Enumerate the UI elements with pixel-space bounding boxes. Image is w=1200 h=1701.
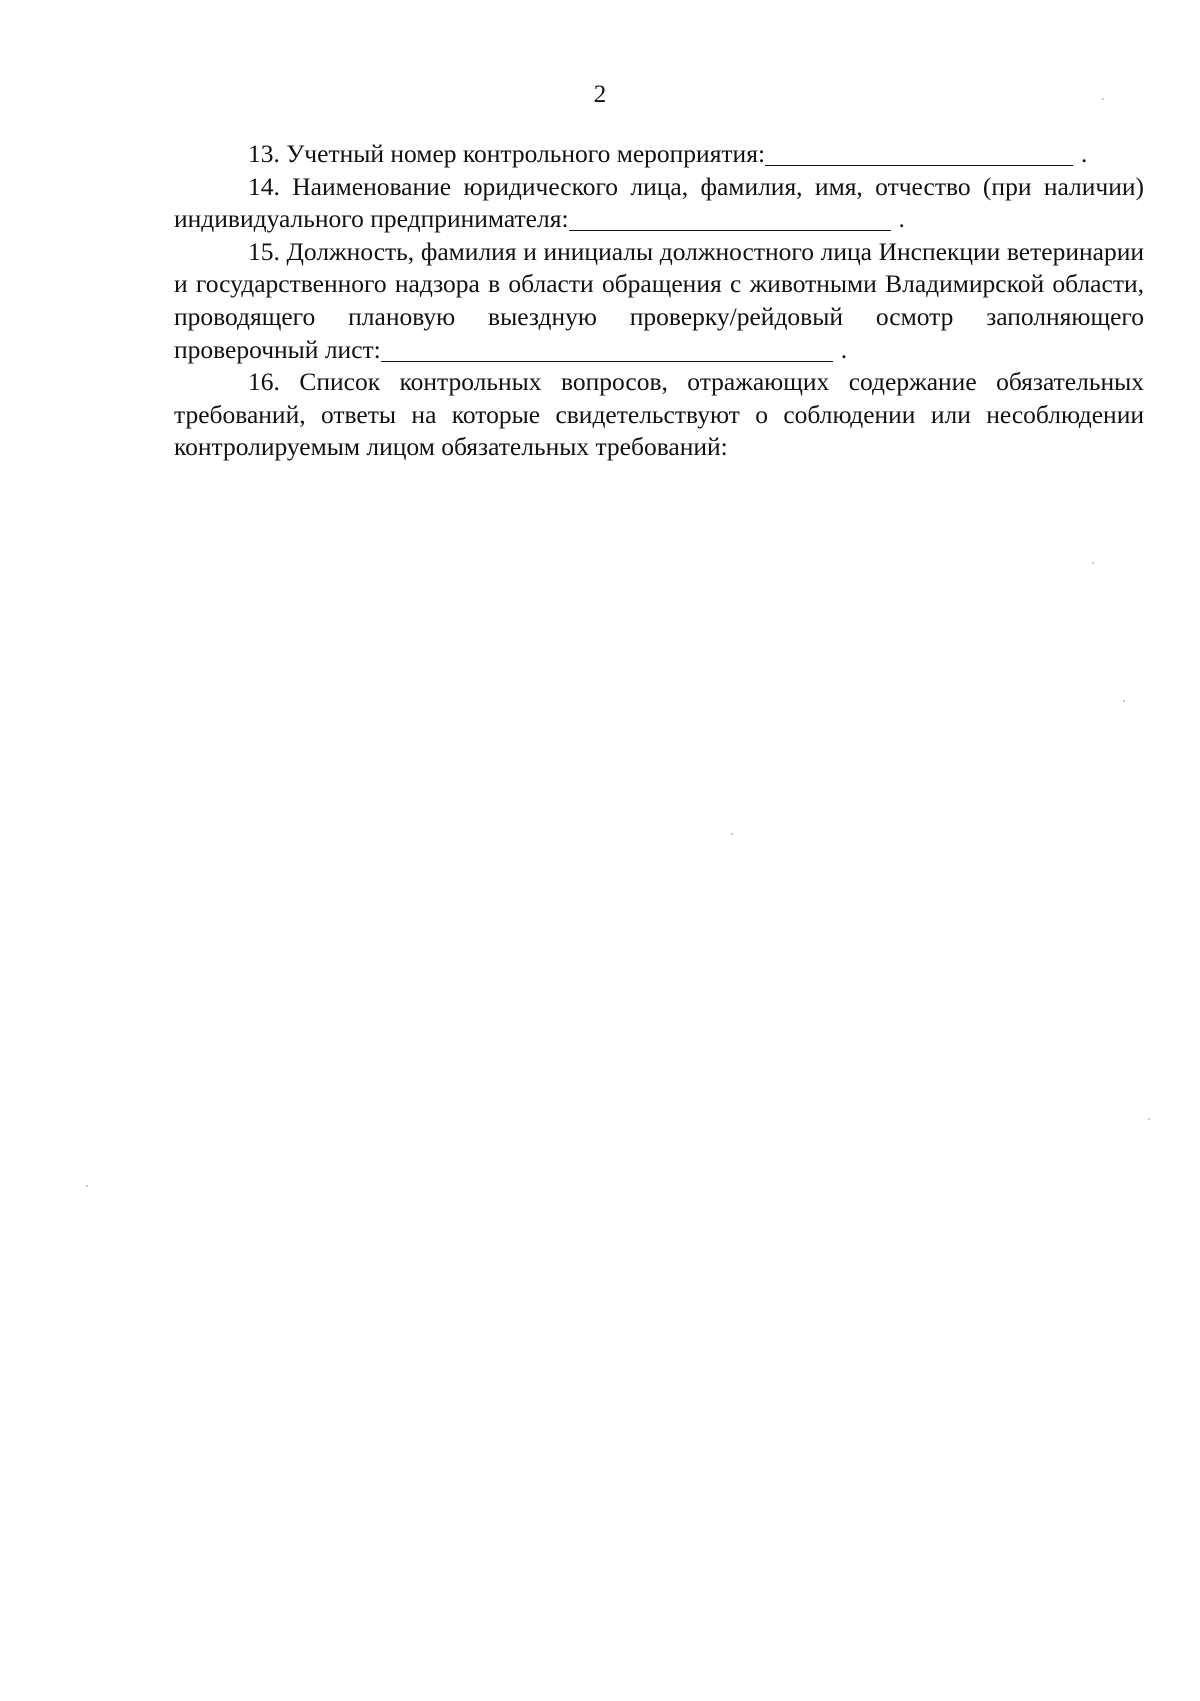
item-13 (174, 138, 1144, 171)
item-15-text: 15. Должность, фамилия и инициалы должностного лица Инспекции ветеринарии и государственного надзора в области обращения с животными Владимирской области, проводящего плановую выездную проверку/рейдовый осмотр заполняющего проверочный лист: (174, 236, 1144, 364)
item-16 (174, 366, 1144, 464)
item-14-text: 14. Наименование юридического лица, фамилия, имя, отчество (при наличии) индивидуального предпринимателя: (174, 171, 1144, 234)
item-15 (174, 236, 1144, 366)
page-number: 2 (593, 81, 607, 108)
item-14-end: . (898, 204, 905, 234)
item-13-blank-field[interactable] (765, 143, 1073, 166)
scan-speck (1148, 1118, 1150, 1120)
scan-speck (86, 1185, 88, 1187)
item-14-blank-field[interactable] (569, 208, 891, 231)
scan-speck (1092, 562, 1094, 564)
item-13-end: . (1081, 139, 1088, 168)
scan-speck (1123, 700, 1125, 702)
document-body (174, 138, 1144, 464)
item-15-end: . (840, 334, 848, 364)
scan-speck (731, 833, 733, 835)
scan-speck (1102, 98, 1104, 100)
item-15-blank-field[interactable] (381, 339, 833, 362)
item-16-text: 16. Список контрольных вопросов, отражающих содержание обязательных требований, ответы на которые свидетельствуют о соблюдении или несоблюдении контролируемым лицом обязательных требований: (174, 367, 1144, 462)
item-13-text: 13. Учетный номер контрольного мероприятия: (248, 139, 766, 168)
item-14 (174, 171, 1144, 236)
